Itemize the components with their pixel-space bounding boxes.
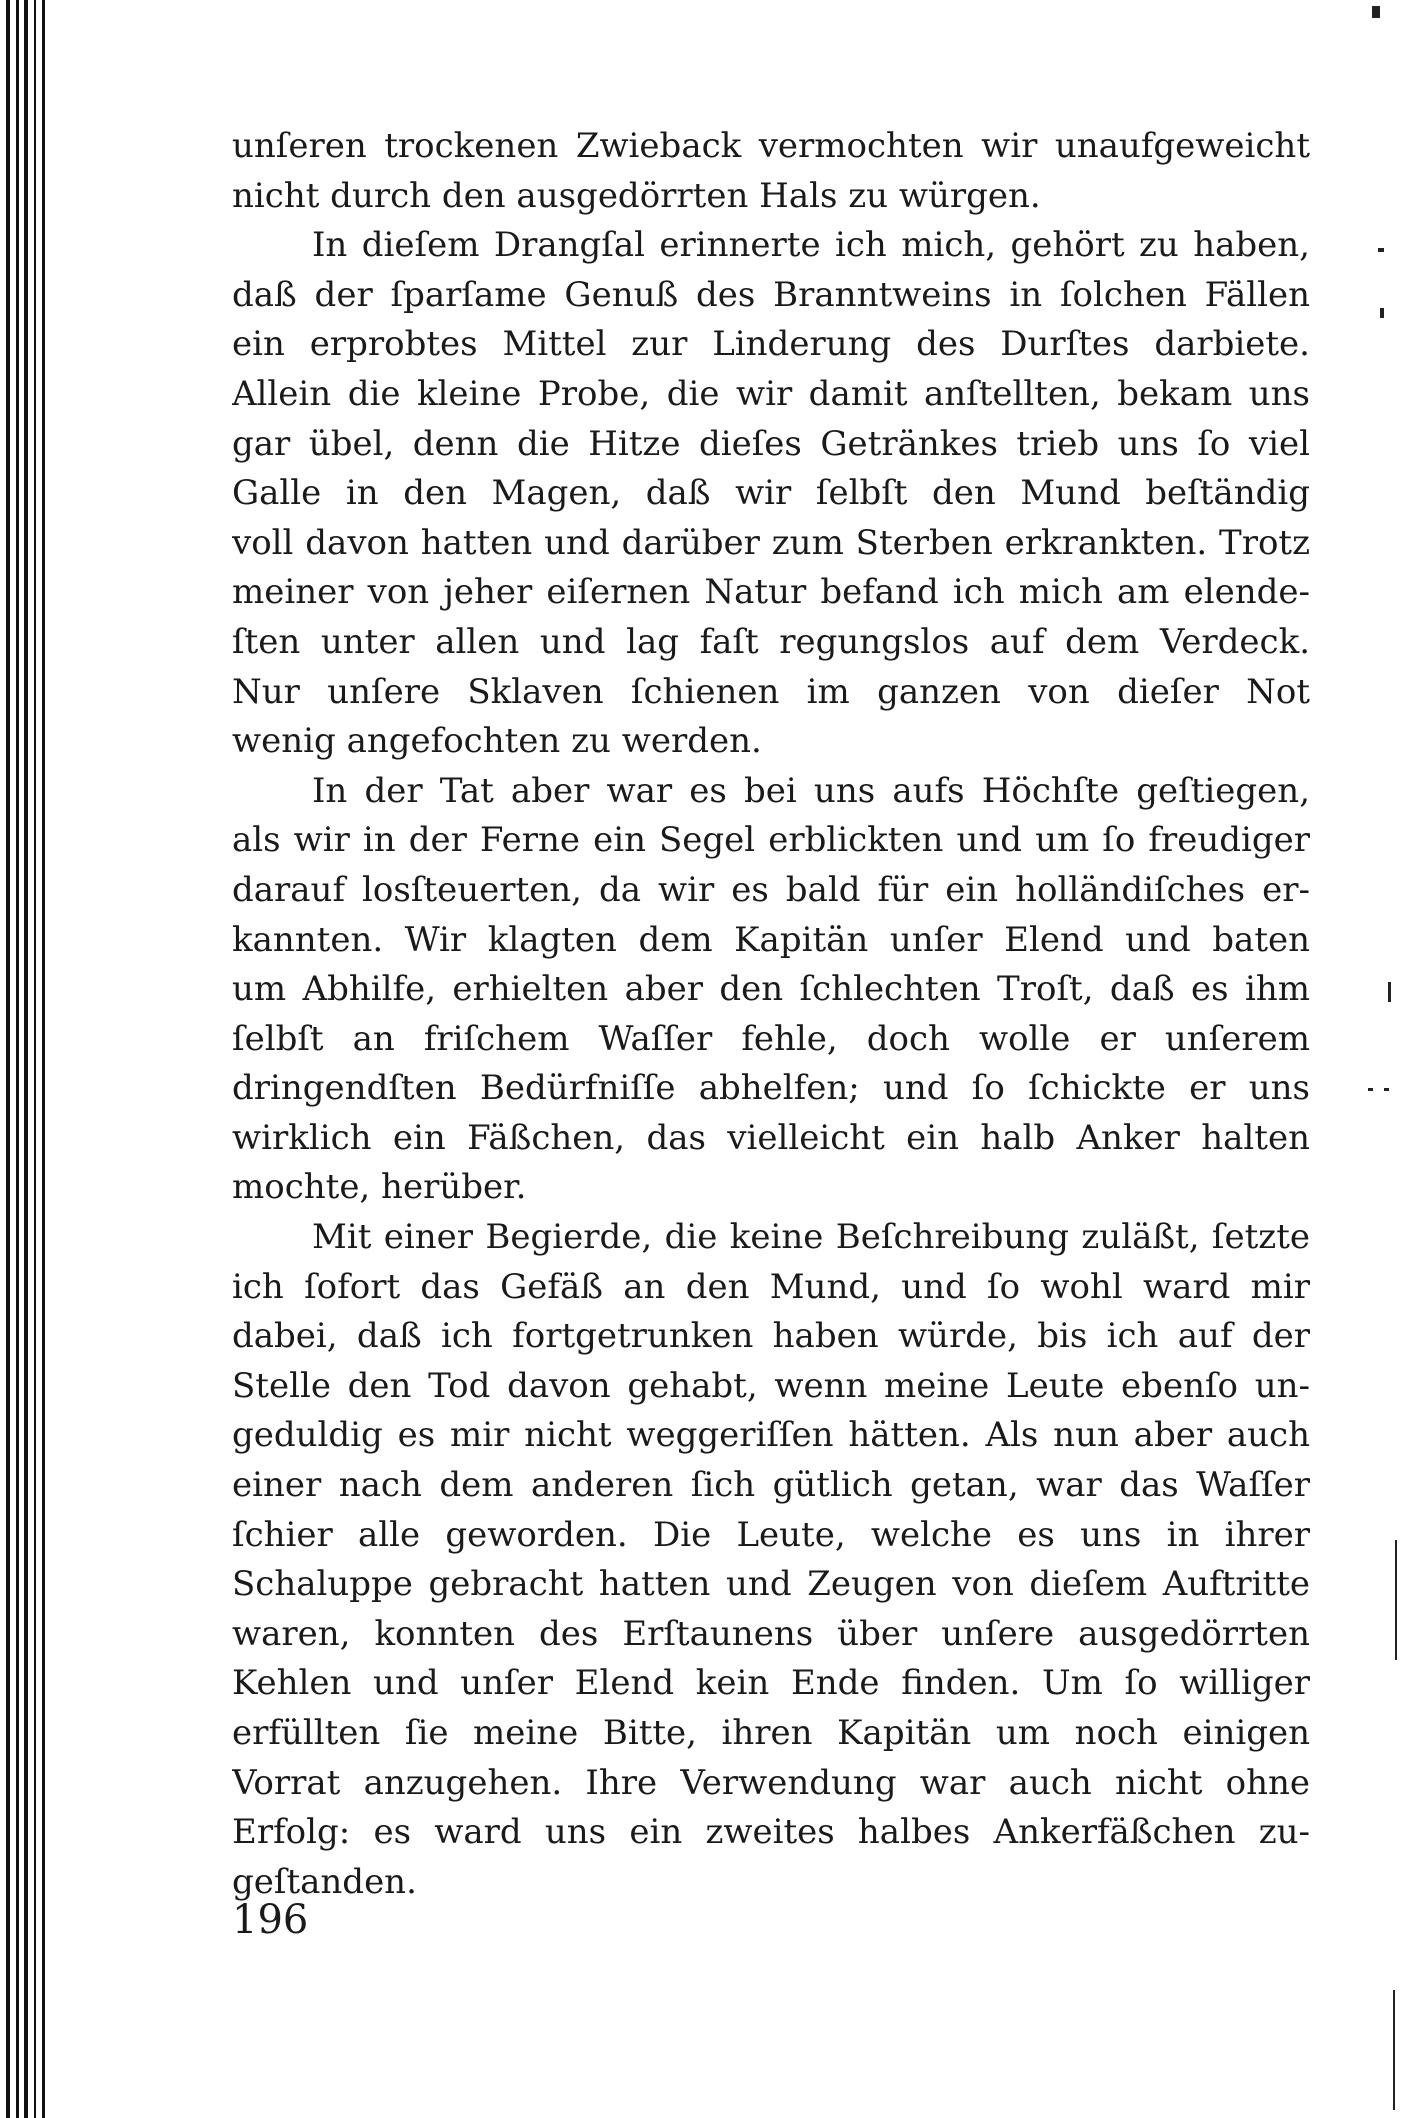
text-line: geduldig es mir nicht weggeriſſen hätten. Als nun aber auch bbox=[232, 1415, 1310, 1456]
text-line: dabei, daß ich fortgetrunken haben würde, bis ich auf der bbox=[232, 1316, 1310, 1357]
text-line: ſten unter allen und lag faſt regungslos auf dem Verdeck. bbox=[232, 621, 1310, 662]
scan-mark bbox=[1384, 1088, 1389, 1091]
scan-mark bbox=[1388, 982, 1391, 1002]
text-line: um Abhilfe, erhielten aber den ſchlechten Troſt, daß es ihm bbox=[232, 969, 1310, 1010]
scan-mark bbox=[1368, 1088, 1373, 1091]
binding-edge bbox=[0, 0, 60, 2118]
text-line: als wir in der Ferne ein Segel erblickten und um ſo freudiger bbox=[232, 820, 1310, 861]
text-line: wirklich ein Fäßchen, das vielleicht ein halb Anker halten bbox=[232, 1117, 1310, 1158]
text-line: meiner von jeher eiſernen Natur befand ich mich am elende- bbox=[232, 572, 1310, 613]
text-line: mochte, herüber. bbox=[232, 1167, 527, 1208]
text-line: In dieſem Drangſal erinnerte ich mich, gehört zu haben, bbox=[312, 225, 1310, 266]
text-line: Schaluppe gebracht hatten und Zeugen von dieſem Auftritte bbox=[232, 1564, 1310, 1605]
scan-mark bbox=[1378, 248, 1384, 252]
text-line: einer nach dem anderen ſich gütlich getan, war das Waſſer bbox=[232, 1465, 1310, 1506]
scan-mark bbox=[1380, 308, 1384, 318]
binding-rule bbox=[16, 0, 19, 2118]
text-line: dringendſten Bedürfniſſe abhelfen; und ſo ſchickte er uns bbox=[232, 1068, 1310, 1109]
text-line: nicht durch den ausgedörrten Hals zu würgen. bbox=[232, 175, 1041, 216]
scan-mark bbox=[1395, 1540, 1397, 1660]
binding-rule bbox=[34, 0, 36, 2118]
binding-rule bbox=[24, 0, 28, 2118]
body-text bbox=[232, 122, 1310, 1907]
text-line: unſeren trockenen Zwieback vermochten wir unaufgeweicht bbox=[232, 126, 1310, 166]
binding-rule bbox=[42, 0, 45, 2118]
text-line: Allein die kleine Probe, die wir damit anſtellten, bekam uns bbox=[232, 373, 1310, 414]
text-line: waren, konnten des Erſtaunens über unſere ausgedörrten bbox=[232, 1613, 1310, 1654]
text-line: wenig angefochten zu werden. bbox=[232, 721, 762, 762]
text-line: Stelle den Tod davon gehabt, wenn meine Leute ebenſo un- bbox=[232, 1365, 1310, 1406]
text-line: In der Tat aber war es bei uns aufs Höchſte geſtiegen, bbox=[312, 770, 1310, 811]
text-line: Mit einer Begierde, die keine Beſchreibung zuläßt, ſetzte bbox=[312, 1217, 1310, 1258]
text-line: Erfolg: es ward uns ein zweites halbes Ankerfäßchen zu- bbox=[232, 1812, 1310, 1853]
text-line: ſelbſt an friſchem Waſſer fehle, doch wolle er unſerem bbox=[232, 1018, 1310, 1059]
text-line: ich ſofort das Gefäß an den Mund, und ſo wohl ward mir bbox=[232, 1266, 1310, 1307]
text-line: Nur unſere Sklaven ſchienen im ganzen von dieſer Not bbox=[232, 671, 1310, 712]
text-line: ein erprobtes Mittel zur Linderung des Durſtes darbiete. bbox=[232, 324, 1310, 365]
text-line: voll davon hatten und darüber zum Sterben erkrankten. Trotz bbox=[232, 522, 1310, 563]
text-line: darauf losſteuerten, da wir es bald für ein holländiſches er- bbox=[232, 869, 1310, 910]
scan-mark bbox=[1393, 1990, 1395, 2110]
text-line: kannten. Wir klagten dem Kapitän unſer Elend und baten bbox=[232, 919, 1310, 960]
text-line: gar übel, denn die Hitze dieſes Getränkes trieb uns ſo viel bbox=[232, 423, 1310, 464]
text-line: geſtanden. bbox=[232, 1861, 417, 1902]
scan-mark bbox=[1372, 6, 1380, 18]
binding-rule bbox=[6, 0, 10, 2118]
text-line: daß der ſparſame Genuß des Branntweins in ſolchen Fällen bbox=[232, 274, 1310, 315]
text-line: erfüllten ſie meine Bitte, ihren Kapitän um noch einigen bbox=[232, 1713, 1310, 1753]
text-line: Kehlen und unſer Elend kein Ende finden. Um ſo williger bbox=[232, 1663, 1310, 1704]
text-line: ſchier alle geworden. Die Leute, welche es uns in ihrer bbox=[232, 1514, 1310, 1555]
page-number: 196 bbox=[232, 1897, 309, 1943]
text-line: Galle in den Magen, daß wir ſelbſt den Mund beſtändig bbox=[232, 473, 1310, 514]
text-line: Vorrat anzugehen. Ihre Verwendung war auch nicht ohne bbox=[232, 1762, 1310, 1803]
